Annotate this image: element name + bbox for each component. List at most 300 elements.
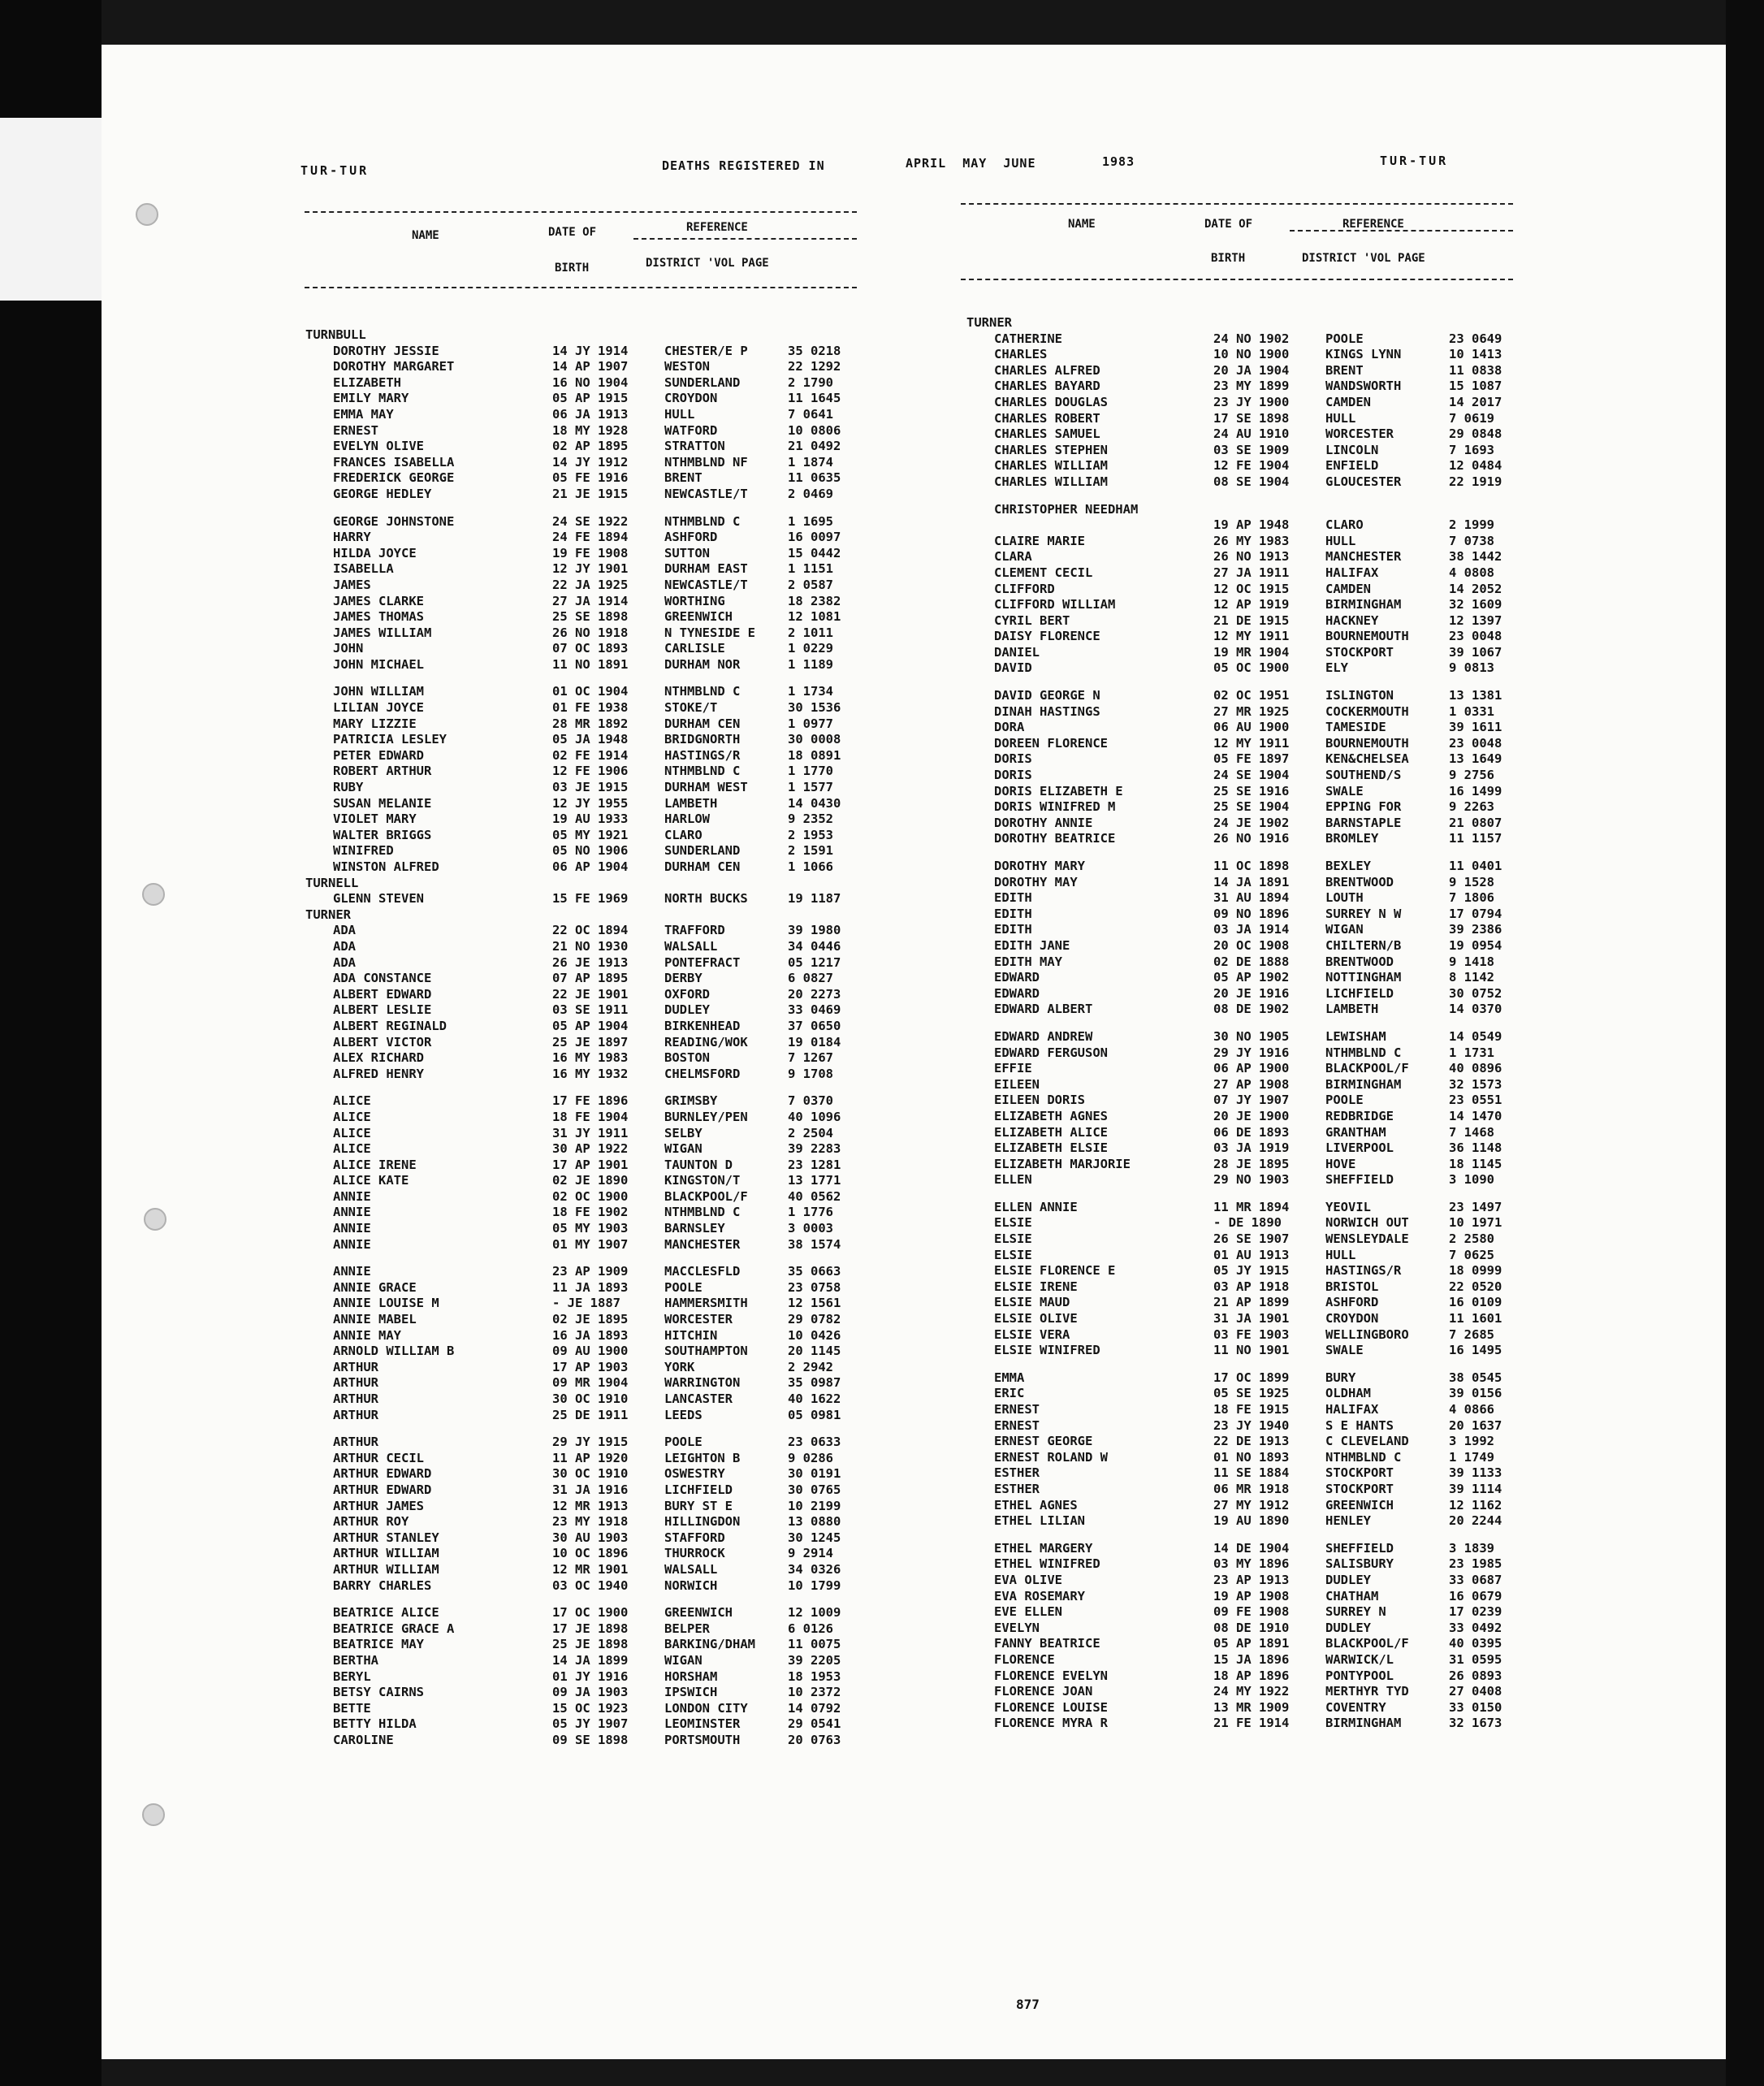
volume-page: 40 0896 (1449, 1061, 1502, 1076)
volume-page: 10 1971 (1449, 1215, 1502, 1231)
volume-page: 1 1749 (1449, 1449, 1494, 1465)
volume-page: 19 0954 (1449, 937, 1502, 953)
forenames: BERTHA (333, 1652, 378, 1668)
date-of-birth: 17 OC 1900 (552, 1605, 629, 1621)
registration-district: HILLINGDON (664, 1514, 741, 1530)
forenames: DOROTHY MARGARET (333, 359, 455, 374)
date-of-birth: 28 MR 1892 (552, 716, 629, 731)
forenames: ELIZABETH MARJORIE (994, 1156, 1131, 1171)
volume-page: 05 0981 (788, 1407, 841, 1422)
forenames: EILEEN DORIS (994, 1093, 1085, 1108)
date-of-birth: 17 JE 1898 (552, 1621, 629, 1636)
forenames: ALBERT EDWARD (333, 986, 432, 1002)
volume-page: 14 2017 (1449, 394, 1502, 409)
date-of-birth: 22 OC 1894 (552, 923, 629, 938)
volume-page: 3 1090 (1449, 1172, 1494, 1188)
forenames: JOHN MICHAEL (333, 656, 424, 672)
forenames: EVELYN OLIVE (333, 439, 424, 454)
date-of-birth: 15 OC 1923 (552, 1700, 629, 1716)
volume-page: 9 2352 (788, 811, 833, 827)
forenames: MARY LIZZIE (333, 716, 417, 731)
volume-page: 30 1536 (788, 700, 841, 716)
date-of-birth: 01 JY 1916 (552, 1668, 629, 1684)
date-of-birth: 31 JY 1911 (552, 1125, 629, 1140)
registration-district: DURHAM CEN (664, 716, 741, 731)
volume-page: 10 2199 (788, 1498, 841, 1513)
forenames: ALEX RICHARD (333, 1050, 424, 1066)
birth-heading: BIRTH (555, 262, 590, 275)
registration-district: READING/WOK (664, 1034, 748, 1049)
forenames: GLENN STEVEN (333, 891, 424, 907)
registration-district: CHATHAM (1325, 1588, 1379, 1603)
registration-district: WALSALL (664, 1561, 718, 1577)
volume-page: 32 1573 (1449, 1076, 1502, 1092)
registration-district: WATFORD (664, 422, 718, 438)
page-number: 877 (1016, 1997, 1040, 2012)
date-of-birth: 12 JY 1955 (552, 795, 629, 811)
registration-district: BRENT (1325, 362, 1364, 378)
running-head-title: DEATHS REGISTERED IN (662, 158, 825, 173)
volume-page: 4 0808 (1449, 565, 1494, 580)
volume-page: 23 1281 (788, 1157, 841, 1172)
date-of-birth: 31 JA 1901 (1213, 1311, 1290, 1326)
registration-district: DURHAM EAST (664, 561, 748, 577)
volume-page: 1 0977 (788, 716, 833, 731)
date-of-birth: 26 NO 1916 (1213, 831, 1290, 846)
forenames: ADA (333, 938, 356, 954)
registration-district: HAMMERSMITH (664, 1296, 748, 1311)
volume-page: 22 1292 (788, 359, 841, 374)
forenames: ETHEL AGNES (994, 1497, 1078, 1513)
date-of-birth: 18 FE 1915 (1213, 1402, 1290, 1417)
volume-page: 9 2756 (1449, 768, 1494, 783)
registration-district: STOCKPORT (1325, 644, 1394, 660)
date-of-birth: 05 JY 1915 (1213, 1263, 1290, 1279)
date-of-birth: 11 OC 1898 (1213, 859, 1290, 873)
punch-hole-icon (136, 203, 158, 226)
registration-district: WIGAN (664, 1141, 703, 1157)
forenames: ELSIE IRENE (994, 1279, 1078, 1294)
volume-page: 38 0545 (1449, 1370, 1502, 1385)
forenames: ELSIE MAUD (994, 1295, 1070, 1310)
forenames: BEATRICE ALICE (333, 1605, 439, 1621)
forenames: EVA ROSEMARY (994, 1588, 1085, 1603)
registration-district: POOLE (1325, 1093, 1364, 1108)
date-of-birth: 30 NO 1905 (1213, 1028, 1290, 1044)
forenames: SUSAN MELANIE (333, 795, 432, 811)
forenames: EMMA MAY (333, 406, 394, 422)
date-of-birth: 02 DE 1888 (1213, 954, 1290, 969)
date-of-birth: 25 DE 1911 (552, 1407, 629, 1422)
forenames: DOROTHY MARY (994, 859, 1085, 873)
date-of-birth: 24 SE 1904 (1213, 768, 1290, 783)
registration-district: LEIGHTON B (664, 1450, 741, 1465)
volume-page: 23 0649 (1449, 331, 1502, 346)
registration-district: HALIFAX (1325, 1402, 1379, 1417)
registration-district: HORSHAM (664, 1668, 718, 1684)
forenames: ARTHUR (333, 1359, 378, 1374)
registration-district: NTHMBLND C (664, 513, 741, 529)
forenames: ELSIE (994, 1247, 1032, 1262)
volume-page: 20 1637 (1449, 1417, 1502, 1433)
registration-district: SWALE (1325, 1343, 1364, 1358)
date-of-birth: 27 AP 1908 (1213, 1076, 1290, 1092)
forenames: CLEMENT CECIL (994, 565, 1093, 580)
date-of-birth: 23 AP 1913 (1213, 1572, 1290, 1587)
volume-page: 38 1574 (788, 1236, 841, 1252)
forenames: FLORENCE EVELYN (994, 1668, 1108, 1683)
column-header-right (961, 203, 1513, 280)
registration-district: SOUTHEND/S (1325, 768, 1402, 783)
volume-page: 11 0838 (1449, 362, 1502, 378)
volume-page: 16 0679 (1449, 1588, 1502, 1603)
date-of-birth: 11 NO 1891 (552, 656, 629, 672)
forenames: EDWARD FERGUSON (994, 1045, 1108, 1060)
forenames: ETHEL LILIAN (994, 1513, 1085, 1529)
registration-district: ASHFORD (664, 530, 718, 545)
registration-district: SHEFFIELD (1325, 1540, 1394, 1556)
column-header-left (305, 211, 857, 288)
volume-page: 12 1397 (1449, 612, 1502, 628)
date-of-birth: 07 AP 1895 (552, 971, 629, 986)
volume-page: 11 0401 (1449, 859, 1502, 873)
registration-district: LEOMINSTER (664, 1716, 741, 1732)
volume-page: 39 0156 (1449, 1386, 1502, 1401)
registration-district: POOLE (664, 1279, 703, 1295)
volume-page: 2 1790 (788, 374, 833, 390)
volume-page: 33 0492 (1449, 1620, 1502, 1635)
registration-district: BRIDGNORTH (664, 732, 741, 747)
volume-page: 33 0687 (1449, 1572, 1502, 1587)
registration-district: CLARO (664, 827, 703, 842)
volume-page: 11 0075 (788, 1637, 841, 1652)
date-of-birth: 03 FE 1903 (1213, 1326, 1290, 1342)
registration-district: GRANTHAM (1325, 1124, 1386, 1140)
registration-district: BURY (1325, 1370, 1356, 1385)
date-of-birth: 05 OC 1900 (1213, 660, 1290, 676)
forenames: ADA CONSTANCE (333, 971, 432, 986)
forenames: ELIZABETH ALICE (994, 1124, 1108, 1140)
registration-district: NORWICH (664, 1577, 718, 1593)
date-of-birth: 22 DE 1913 (1213, 1434, 1290, 1449)
volume-page: 21 0807 (1449, 815, 1502, 830)
date-of-birth: - JE 1887 (552, 1296, 620, 1311)
volume-page: 2 0469 (788, 486, 833, 501)
registration-district: CHESTER/E P (664, 343, 748, 358)
volume-page: 12 1162 (1449, 1497, 1502, 1513)
forenames: EDWARD ANDREW (994, 1028, 1093, 1044)
volume-page: 23 1985 (1449, 1556, 1502, 1572)
volume-page: 30 0752 (1449, 985, 1502, 1001)
date-of-birth: 14 DE 1904 (1213, 1540, 1290, 1556)
date-of-birth: 24 JE 1902 (1213, 815, 1290, 830)
registration-district: GREENWICH (1325, 1497, 1394, 1513)
date-of-birth: 03 SE 1911 (552, 1002, 629, 1018)
registration-district: OSWESTRY (664, 1466, 725, 1482)
registration-district: CHELMSFORD (664, 1066, 741, 1081)
forenames: EVELYN (994, 1620, 1040, 1635)
forenames: ELSIE VERA (994, 1326, 1070, 1342)
date-of-birth: 05 SE 1925 (1213, 1386, 1290, 1401)
registration-district: CLARO (1325, 517, 1364, 533)
volume-page: 22 1919 (1449, 474, 1502, 489)
registration-district: BROMLEY (1325, 831, 1379, 846)
date-of-birth: 09 SE 1898 (552, 1732, 629, 1747)
volume-page: 39 2283 (788, 1141, 841, 1157)
volume-page: 23 0758 (788, 1279, 841, 1295)
forenames: CLAIRE MARIE (994, 533, 1085, 548)
volume-page: 40 1096 (788, 1109, 841, 1124)
running-head-period: APRIL MAY JUNE (906, 156, 1036, 171)
date-of-birth: 14 JA 1891 (1213, 874, 1290, 889)
volume-page: 1 1577 (788, 780, 833, 795)
registration-district: NTHMBLND C (664, 684, 741, 699)
volume-page: 14 2052 (1449, 581, 1502, 596)
registration-district: NEWCASTLE/T (664, 486, 748, 501)
registration-district: CHILTERN/B (1325, 937, 1402, 953)
forenames: BARRY CHARLES (333, 1577, 432, 1593)
volume-page: 3 1839 (1449, 1540, 1494, 1556)
volume-page: 14 0430 (788, 795, 841, 811)
registration-district: SALISBURY (1325, 1556, 1394, 1572)
volume-page: 40 1622 (788, 1391, 841, 1406)
registration-district: COVENTRY (1325, 1699, 1386, 1715)
volume-page: 7 2685 (1449, 1326, 1494, 1342)
volume-page: 20 2244 (1449, 1513, 1502, 1529)
register-page (102, 45, 1726, 2059)
volume-page: 6 0126 (788, 1621, 833, 1636)
date-of-birth: 25 JE 1898 (552, 1637, 629, 1652)
forenames: CLARA (994, 549, 1032, 565)
forenames: DOROTHY MAY (994, 874, 1078, 889)
registration-district: GREENWICH (664, 609, 733, 625)
forenames: EFFIE (994, 1061, 1032, 1076)
date-of-birth: 17 AP 1903 (552, 1359, 629, 1374)
registration-district: BLACKPOOL/F (664, 1188, 748, 1204)
registration-district: YORK (664, 1359, 695, 1374)
forenames: CHARLES WILLIAM (994, 474, 1108, 489)
date-of-birth: 19 AU 1933 (552, 811, 629, 827)
date-of-birth: 12 FE 1906 (552, 764, 629, 779)
forenames: ELIZABETH AGNES (994, 1108, 1108, 1123)
date-of-birth: 06 AP 1904 (552, 859, 629, 874)
forenames: ROBERT ARTHUR (333, 764, 432, 779)
forenames: ELSIE FLORENCE E (994, 1263, 1116, 1279)
date-of-birth: 18 MY 1928 (552, 422, 629, 438)
surname: TURNBULL (305, 327, 366, 342)
date-of-birth: 01 NO 1893 (1213, 1449, 1290, 1465)
forenames: EDITH MAY (994, 954, 1062, 969)
forenames: ERNEST (994, 1417, 1040, 1433)
volume-page: 2 1591 (788, 843, 833, 859)
date-of-birth: 03 OC 1940 (552, 1577, 629, 1593)
forenames: EDITH JANE (994, 937, 1070, 953)
registration-district: SHEFFIELD (1325, 1172, 1394, 1188)
reference-heading: REFERENCE (686, 221, 748, 234)
forenames: ADA (333, 954, 356, 970)
volume-page: 3 0003 (788, 1221, 833, 1236)
registration-district: ASHFORD (1325, 1295, 1379, 1310)
registration-district: REDBRIDGE (1325, 1108, 1394, 1123)
forenames: DORA (994, 720, 1025, 735)
date-of-birth: 20 JA 1904 (1213, 362, 1290, 378)
forenames: HILDA JOYCE (333, 545, 417, 560)
forenames: CHARLES ROBERT (994, 410, 1100, 426)
forenames: GEORGE HEDLEY (333, 486, 432, 501)
volume-page: 13 1771 (788, 1173, 841, 1188)
date-of-birth: 01 AU 1913 (1213, 1247, 1290, 1262)
volume-page: 30 0191 (788, 1466, 841, 1482)
forenames: BETSY CAIRNS (333, 1685, 424, 1700)
date-of-birth: 14 JY 1914 (552, 343, 629, 358)
date-of-birth: 01 OC 1904 (552, 684, 629, 699)
date-of-birth: 12 OC 1915 (1213, 581, 1290, 596)
registration-district: WALSALL (664, 938, 718, 954)
registration-district: IPSWICH (664, 1685, 718, 1700)
date-of-birth: 05 NO 1906 (552, 843, 629, 859)
forenames: ANNIE (333, 1236, 371, 1252)
punch-hole-icon (142, 883, 165, 906)
date-of-birth: 15 FE 1969 (552, 891, 629, 907)
date-of-birth: 25 SE 1898 (552, 609, 629, 625)
date-of-birth: 12 MR 1901 (552, 1561, 629, 1577)
forenames: EMILY MARY (333, 391, 409, 406)
forenames: ALBERT LESLIE (333, 1002, 432, 1018)
volume-page: 22 0520 (1449, 1279, 1502, 1294)
registration-district: OXFORD (664, 986, 710, 1002)
forenames: DOROTHY BEATRICE (994, 831, 1116, 846)
date-of-birth: 21 DE 1915 (1213, 612, 1290, 628)
date-of-birth: 12 MY 1911 (1213, 629, 1290, 644)
volume-page: 8 1142 (1449, 970, 1494, 985)
volume-page: 9 2914 (788, 1546, 833, 1561)
registration-district: HARLOW (664, 811, 710, 827)
registration-district: LANCASTER (664, 1391, 733, 1406)
registration-district: KINGS LYNN (1325, 347, 1402, 362)
forenames: JAMES (333, 577, 371, 592)
date-of-birth: 03 SE 1909 (1213, 442, 1290, 457)
volume-page: 9 1528 (1449, 874, 1494, 889)
forenames: DOREEN FLORENCE (994, 735, 1108, 751)
date-of-birth: 18 AP 1896 (1213, 1668, 1290, 1683)
registration-district: DURHAM NOR (664, 656, 741, 672)
volume-page: 29 0541 (788, 1716, 841, 1732)
volume-page: 29 0782 (788, 1312, 841, 1327)
forenames: ANNIE MABEL (333, 1312, 417, 1327)
volume-page: 16 0097 (788, 530, 841, 545)
volume-page: 19 0184 (788, 1034, 841, 1049)
date-of-birth: 16 MY 1983 (552, 1050, 629, 1066)
forenames: VIOLET MARY (333, 811, 417, 827)
volume-page: 35 0218 (788, 343, 841, 358)
forenames: ELIZABETH (333, 374, 401, 390)
date-of-birth: 09 AU 1900 (552, 1344, 629, 1359)
registration-district: WENSLEYDALE (1325, 1231, 1409, 1247)
registration-district: BIRMINGHAM (1325, 1076, 1402, 1092)
forenames: ANNIE LOUISE M (333, 1296, 439, 1311)
forenames: PETER EDWARD (333, 747, 424, 763)
forenames: CHARLES DOUGLAS (994, 394, 1108, 409)
registration-district: HOVE (1325, 1156, 1356, 1171)
volume-page: 18 1953 (788, 1668, 841, 1684)
forenames: ERNEST GEORGE (994, 1434, 1093, 1449)
registration-district: KEN&CHELSEA (1325, 751, 1409, 767)
date-of-birth: 24 AU 1910 (1213, 426, 1290, 442)
forenames: DAVID GEORGE N (994, 688, 1100, 703)
forenames: JOHN WILLIAM (333, 684, 424, 699)
forenames: CATHERINE (994, 331, 1062, 346)
date-of-birth: 29 JY 1915 (552, 1435, 629, 1450)
surname: TURNELL (305, 875, 359, 890)
volume-page: 1 1776 (788, 1205, 833, 1220)
date-of-birth: 03 MY 1896 (1213, 1556, 1290, 1572)
registration-district: NTHMBLND C (664, 1205, 741, 1220)
registration-district: THURROCK (664, 1546, 725, 1561)
date-of-birth: 31 AU 1894 (1213, 890, 1290, 906)
registration-district: PONTEFRACT (664, 954, 741, 970)
registration-district: HULL (1325, 410, 1356, 426)
registration-district: BIRKENHEAD (664, 1018, 741, 1033)
registration-district: DURHAM CEN (664, 859, 741, 874)
registration-district: LICHFIELD (1325, 985, 1394, 1001)
forenames: PATRICIA LESLEY (333, 732, 447, 747)
registration-district: CAMDEN (1325, 581, 1371, 596)
date-of-birth: 30 OC 1910 (552, 1391, 629, 1406)
date-of-birth: - DE 1890 (1213, 1215, 1282, 1231)
volume-page: 9 2263 (1449, 799, 1494, 815)
registration-district: LICHFIELD (664, 1482, 733, 1497)
registration-district: BARKING/DHAM (664, 1637, 755, 1652)
date-of-birth: 05 MY 1921 (552, 827, 629, 842)
volume-page: 17 0794 (1449, 906, 1502, 921)
volume-page: 23 0048 (1449, 629, 1502, 644)
date-of-birth: 29 NO 1903 (1213, 1172, 1290, 1188)
forenames: ALICE (333, 1141, 371, 1157)
date-of-birth: 05 JY 1907 (552, 1716, 629, 1732)
registration-district: MERTHYR TYD (1325, 1684, 1409, 1699)
volume-page: 10 2372 (788, 1685, 841, 1700)
volume-page: 33 0469 (788, 1002, 841, 1018)
registration-district: MANCHESTER (664, 1236, 741, 1252)
volume-page: 10 1799 (788, 1577, 841, 1593)
forenames: ELIZABETH ELSIE (994, 1140, 1108, 1156)
registration-district: BRENTWOOD (1325, 954, 1394, 969)
date-of-birth: 05 JA 1948 (552, 732, 629, 747)
volume-page: 7 0619 (1449, 410, 1494, 426)
volume-page: 39 1133 (1449, 1465, 1502, 1481)
volume-page: 18 1145 (1449, 1156, 1502, 1171)
volume-page: 18 0891 (788, 747, 841, 763)
forenames: CAROLINE (333, 1732, 394, 1747)
date-of-birth: 19 MR 1904 (1213, 644, 1290, 660)
volume-page: 15 1087 (1449, 379, 1502, 394)
running-head-left: TUR-TUR (300, 163, 370, 178)
volume-page: 40 0395 (1449, 1636, 1502, 1651)
registration-district: SELBY (664, 1125, 703, 1140)
forenames: DINAH HASTINGS (994, 703, 1100, 719)
volume-page: 9 0813 (1449, 660, 1494, 676)
volume-page: 14 1470 (1449, 1108, 1502, 1123)
registration-district: MACCLESFLD (664, 1264, 741, 1279)
date-of-heading: DATE OF (548, 226, 597, 239)
registration-district: HULL (664, 406, 695, 422)
registration-district: STAFFORD (664, 1530, 725, 1545)
volume-page: 2 2942 (788, 1359, 833, 1374)
volume-page: 11 1645 (788, 391, 841, 406)
date-of-birth: 31 JA 1916 (552, 1482, 629, 1497)
registration-district: BARNSTAPLE (1325, 815, 1402, 830)
volume-page: 9 1708 (788, 1066, 833, 1081)
